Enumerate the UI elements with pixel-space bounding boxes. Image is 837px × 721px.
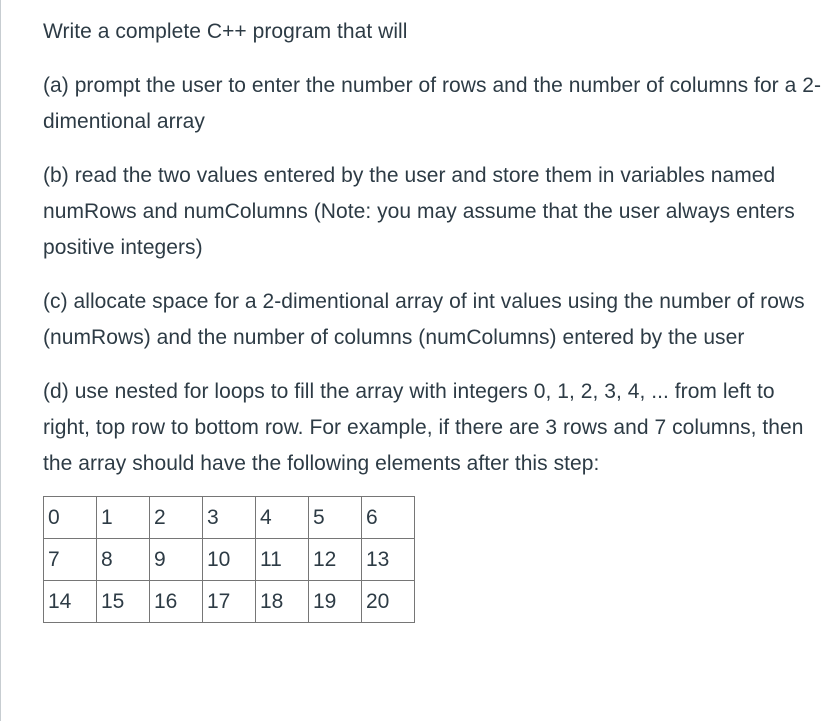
table-cell: 6 <box>362 497 415 539</box>
table-row <box>44 497 415 539</box>
table-cell: 0 <box>44 497 97 539</box>
table-cell: 15 <box>97 581 150 623</box>
table-cell: 13 <box>362 539 415 581</box>
example-array-table <box>43 496 415 623</box>
content-left-border <box>0 0 1 721</box>
question-body <box>43 14 823 623</box>
table-cell: 4 <box>256 497 309 539</box>
table-row <box>44 539 415 581</box>
table-cell: 16 <box>150 581 203 623</box>
table-cell: 19 <box>309 581 362 623</box>
table-cell: 8 <box>97 539 150 581</box>
question-part-b: (b) read the two values entered by the user and store them in variables named numRows and numColumns (Note: you may assume that the user always enters positive integers) <box>43 164 795 259</box>
table-cell: 12 <box>309 539 362 581</box>
question-title: Write a complete C++ program that will <box>43 20 408 43</box>
table-cell: 18 <box>256 581 309 623</box>
table-cell: 11 <box>256 539 309 581</box>
table-row <box>44 581 415 623</box>
table-cell: 7 <box>44 539 97 581</box>
table-cell: 5 <box>309 497 362 539</box>
question-part-c: (c) allocate space for a 2-dimentional array of int values using the number of rows (numRows) and the number of columns (numColumns) entered by the user <box>43 290 805 349</box>
question-part-a: (a) prompt the user to enter the number of rows and the number of columns for a 2-dimentional array <box>43 74 821 133</box>
table-cell: 14 <box>44 581 97 623</box>
table-cell: 3 <box>203 497 256 539</box>
table-cell: 17 <box>203 581 256 623</box>
table-cell: 2 <box>150 497 203 539</box>
table-cell: 9 <box>150 539 203 581</box>
table-cell: 1 <box>97 497 150 539</box>
table-cell: 10 <box>203 539 256 581</box>
table-cell: 20 <box>362 581 415 623</box>
question-part-d: (d) use nested for loops to fill the array with integers 0, 1, 2, 3, 4, ... from left to right, top row to bottom row. For example, if there are 3 rows and 7 columns, then the array should have the following elements after this step: <box>43 380 804 475</box>
